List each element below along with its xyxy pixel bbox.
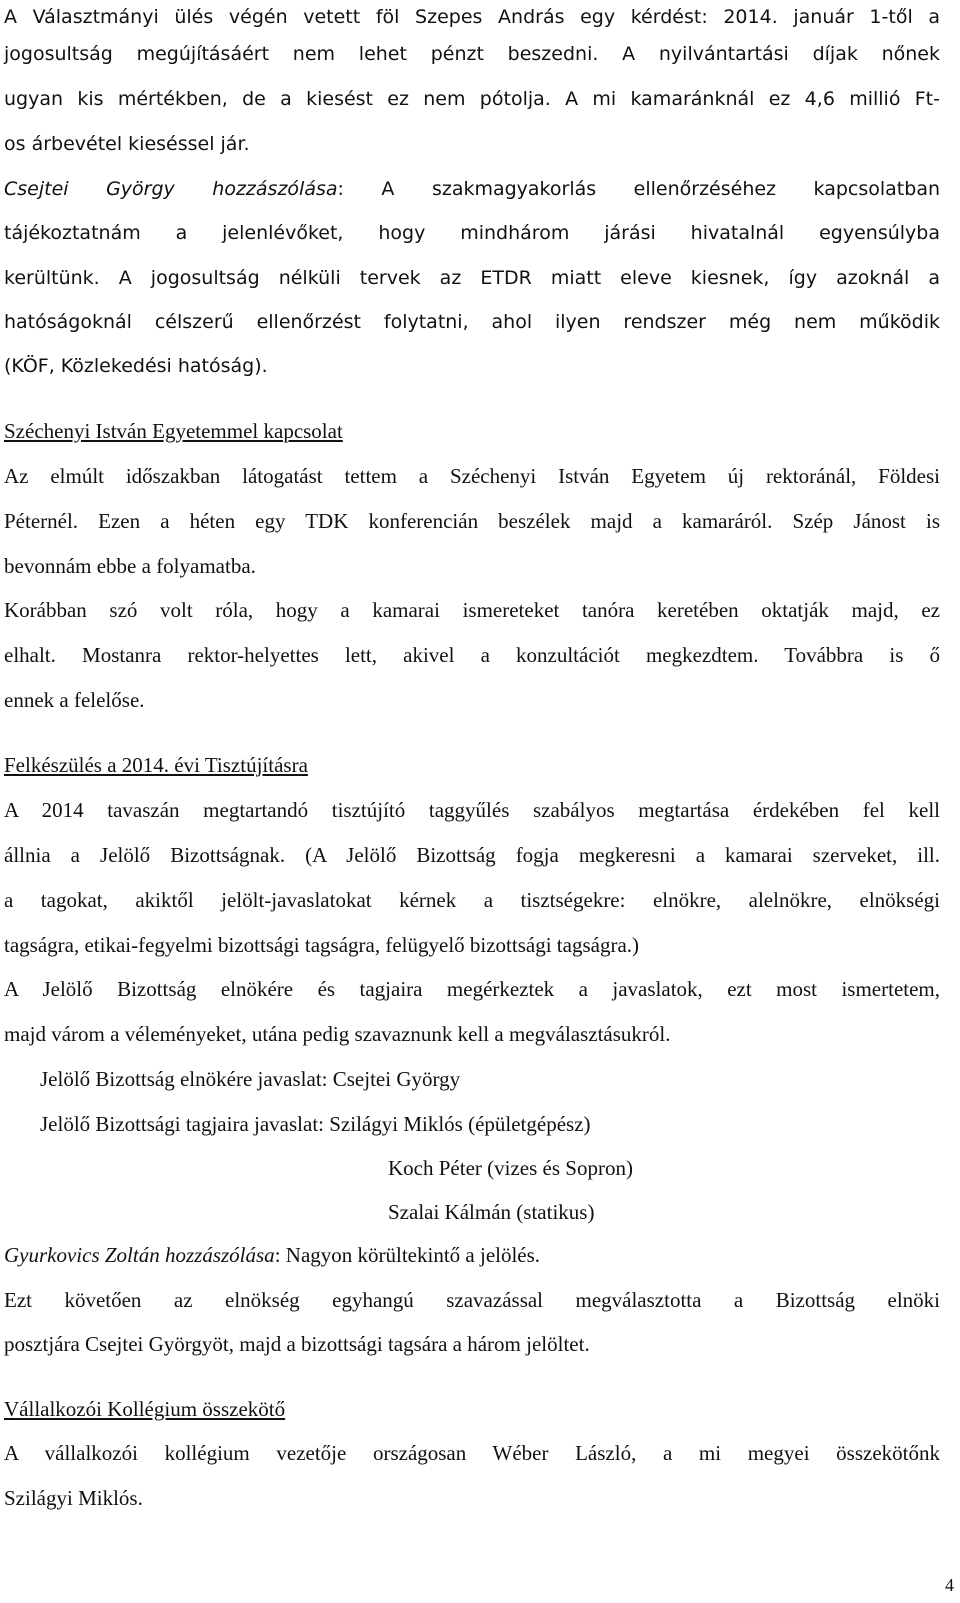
paragraph-line: tájékoztatnám a jelenlévőket, hogy mindhárom járási hivatalnál egyensúlyba xyxy=(4,222,940,244)
paragraph-line: ugyan kis mértékben, de a kiesést ez nem pótolja. A mi kamaránknál ez 4,6 millió Ft- xyxy=(4,88,940,110)
paragraph-line: A Jelölő Bizottság elnökére és tagjaira megérkeztek a javaslatok, ezt most ismertetem, xyxy=(4,977,940,1001)
paragraph-line: hatóságoknál célszerű ellenőrzést folytatni, ahol ilyen rendszer még nem működik xyxy=(4,311,940,333)
paragraph-line: Ezt követően az elnökség egyhangú szavazással megválasztotta a Bizottság elnöki xyxy=(4,1288,940,1312)
paragraph-line: tagságra, etikai-fegyelmi bizottsági tagságra, felügyelő bizottsági tagságra.) xyxy=(4,933,640,957)
page-number: 4 xyxy=(945,1575,954,1595)
paragraph-line: os árbevétel kieséssel jár. xyxy=(4,133,250,155)
section-heading: Vállalkozói Kollégium összekötő xyxy=(4,1397,286,1421)
speaker-name: Csejtei György hozzászólása xyxy=(4,178,338,200)
candidate-chair: Jelölő Bizottság elnökére javaslat: Csejtei György xyxy=(40,1067,461,1091)
paragraph-line: Korábban szó volt róla, hogy a kamarai ismereteket tanóra keretében oktatják majd, ez xyxy=(4,598,940,622)
speaker-name: Gyurkovics Zoltán hozzászólása xyxy=(4,1243,275,1267)
paragraph-line: a tagokat, akiktől jelölt-javaslatokat kérnek a tisztségekre: elnökre, alelnökre, elnökségi xyxy=(4,888,940,912)
paragraph-line: Péternél. Ezen a héten egy TDK konferencián beszélek majd a kamaráról. Szép Jánost is xyxy=(4,509,940,533)
paragraph-line: Az elmúlt időszakban látogatást tettem a Széchenyi István Egyetem új rektoránál, Földesi xyxy=(4,464,940,488)
paragraph-line: A Választmányi ülés végén vetett föl Szepes András egy kérdést: 2014. január 1-től a xyxy=(4,6,940,28)
section-heading: Széchenyi István Egyetemmel kapcsolat xyxy=(4,419,343,443)
text-fragment: kerültünk. xyxy=(4,267,100,289)
paragraph-line: A 2014 tavaszán megtartandó tisztújító taggyűlés szabályos megtartása érdekében fel kell xyxy=(4,798,940,822)
paragraph-line xyxy=(4,1242,940,1268)
paragraph-line: elhalt. Mostanra rektor-helyettes lett, akivel a konzultációt megkezdtem. Továbbra is ő xyxy=(4,643,940,667)
paragraph-line: ennek a felelőse. xyxy=(4,688,145,712)
paragraph-line: majd várom a véleményeket, utána pedig szavaznunk kell a megválasztásukról. xyxy=(4,1022,671,1046)
candidate-member: Szalai Kálmán (statikus) xyxy=(388,1200,595,1224)
speaker-text: : Nagyon körültekintő a jelölés. xyxy=(274,1243,541,1267)
section-heading: Felkészülés a 2014. évi Tisztújításra xyxy=(4,753,308,777)
paragraph-line: A vállalkozói kollégium vezetője országosan Wéber László, a mi megyei összekötőnk xyxy=(4,1441,940,1465)
paragraph-line: posztjára Csejtei Györgyöt, majd a bizottsági tagsára a három jelöltet. xyxy=(4,1332,590,1356)
candidate-members: Jelölő Bizottsági tagjaira javaslat: Szilágyi Miklós (épületgépész) xyxy=(40,1112,591,1136)
paragraph-line: állnia a Jelölő Bizottságnak. (A Jelölő Bizottság fogja megkeresni a kamarai szerveket, ill. xyxy=(4,843,940,867)
paragraph-line xyxy=(4,265,940,291)
paragraph-line xyxy=(4,176,940,202)
paragraph-line: Szilágyi Miklós. xyxy=(4,1486,143,1510)
speaker-text: : A szakmagyakorlás ellenőrzéséhez kapcsolatban xyxy=(337,178,940,200)
paragraph-line: (KÖF, Közlekedési hatóság). xyxy=(4,355,268,377)
paragraph-line: bevonnám ebbe a folyamatba. xyxy=(4,554,256,578)
text-fragment: A jogosultság nélküli tervek az ETDR miatt eleve kiesnek, így azoknál a xyxy=(99,267,940,289)
paragraph-line: jogosultság megújításáért nem lehet pénzt beszedni. A nyilvántartási díjak nőnek xyxy=(4,43,940,65)
candidate-member: Koch Péter (vizes és Sopron) xyxy=(388,1156,633,1180)
